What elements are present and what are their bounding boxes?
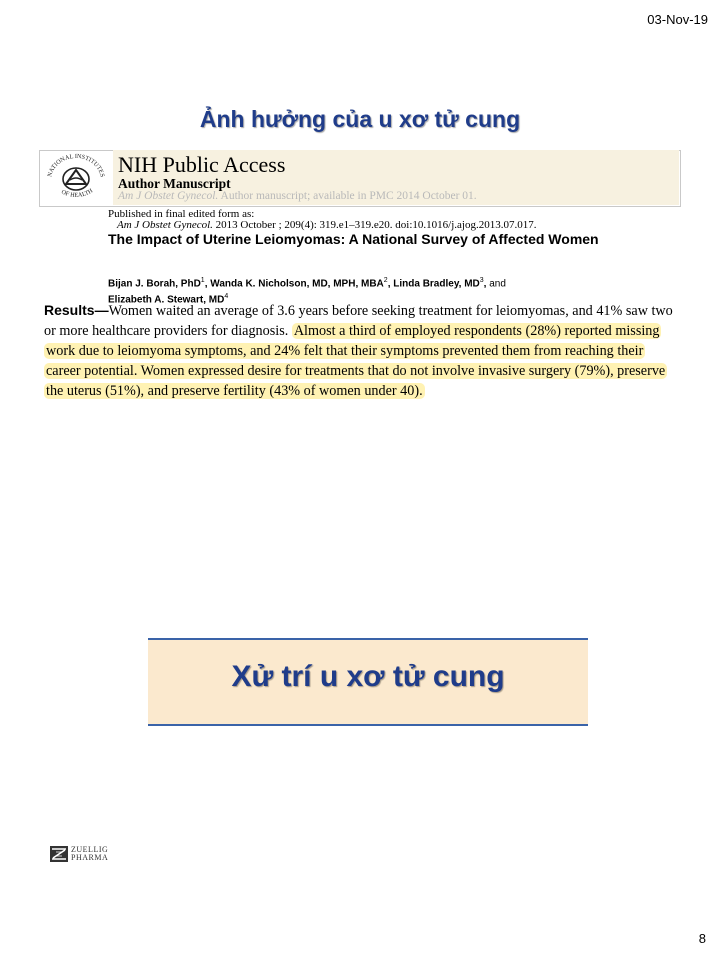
nih-availability <box>118 190 477 202</box>
svg-text:OF HEALTH <box>60 187 94 199</box>
author-list: Bijan J. Borah, PhD$^1$, Wanda K. Nicholson, MD, MPH, MBA$^2$, Linda Bradley, $MD^3$, and Elizabeth A. Stewart, $MD^4$ <box>108 277 506 306</box>
author-affiliation: 4 <box>224 293 229 301</box>
nih-availability-journal: Am J Obstet Gynecol. <box>118 190 219 202</box>
results-label: Results— <box>44 302 109 318</box>
citation-details: 2013 October ; 209(4): 319.e1–319.e20. doi:10.1016/j.ajog.2013.07.017. <box>212 219 537 231</box>
citation-journal: Am J Obstet Gynecol. <box>117 219 213 231</box>
logo-text-line2: PHARMA <box>71 853 109 862</box>
section-title: Xử trí u xơ tử cung <box>231 660 505 693</box>
zuellig-pharma-logo-icon <box>50 846 68 862</box>
nih-seal-icon <box>39 150 113 205</box>
author-affiliation: 2 <box>383 277 388 284</box>
logo-text-line1: ZUELLIG <box>71 845 109 854</box>
author-name: Wanda K. Nicholson, MD, MPH, MBA <box>210 278 384 290</box>
author-affiliation: 3 <box>479 277 484 284</box>
author-name: Bijan J. Borah, PhD <box>108 278 201 290</box>
nih-title: NIH Public Access <box>118 152 286 177</box>
results-paragraph <box>44 300 680 401</box>
nih-seal-text-top: NATIONAL INSTITUTES <box>46 152 106 178</box>
author-name: Elizabeth A. Stewart, MD <box>108 294 225 306</box>
author-affiliation: 1 <box>200 277 205 284</box>
date-label: 03-Nov-19 <box>647 12 708 27</box>
publication-line: Published in final edited form as: <box>108 208 255 220</box>
results-text: Women waited an average of 3.6 years before seeking treatment for leiomyomas, and 41% saw two or more healthcare providers for diagnosis. <box>44 303 673 339</box>
nih-seal-text-bottom: OF HEALTH <box>60 187 95 199</box>
slide-title: Ảnh hưởng của u xơ tử cung <box>199 106 521 132</box>
results-highlighted-text: Almost a third of employed respondents (28%) reported missing work due to leiomyoma symptoms, and 24% felt that their symptoms prevented them from reaching their career potential. Women expressed desire for treatments that do not involve invasive surgery (79%), preserve the uterus (51%), and preserve fertility (43% of women under 40). <box>46 323 666 399</box>
page-number: 8 <box>698 931 706 946</box>
svg-text:NATIONAL INSTITUTES <box>46 153 106 178</box>
article-title: The Impact of Uterine Leiomyomas: A National Survey of Affected Women <box>108 231 599 247</box>
author-name: Linda Bradley, MD <box>393 278 480 290</box>
nih-availability-text: Author manuscript; available in PMC 2014 October 01. <box>218 190 477 202</box>
author-conjunction: and <box>489 278 506 290</box>
nih-subtitle: Author Manuscript <box>118 176 231 191</box>
